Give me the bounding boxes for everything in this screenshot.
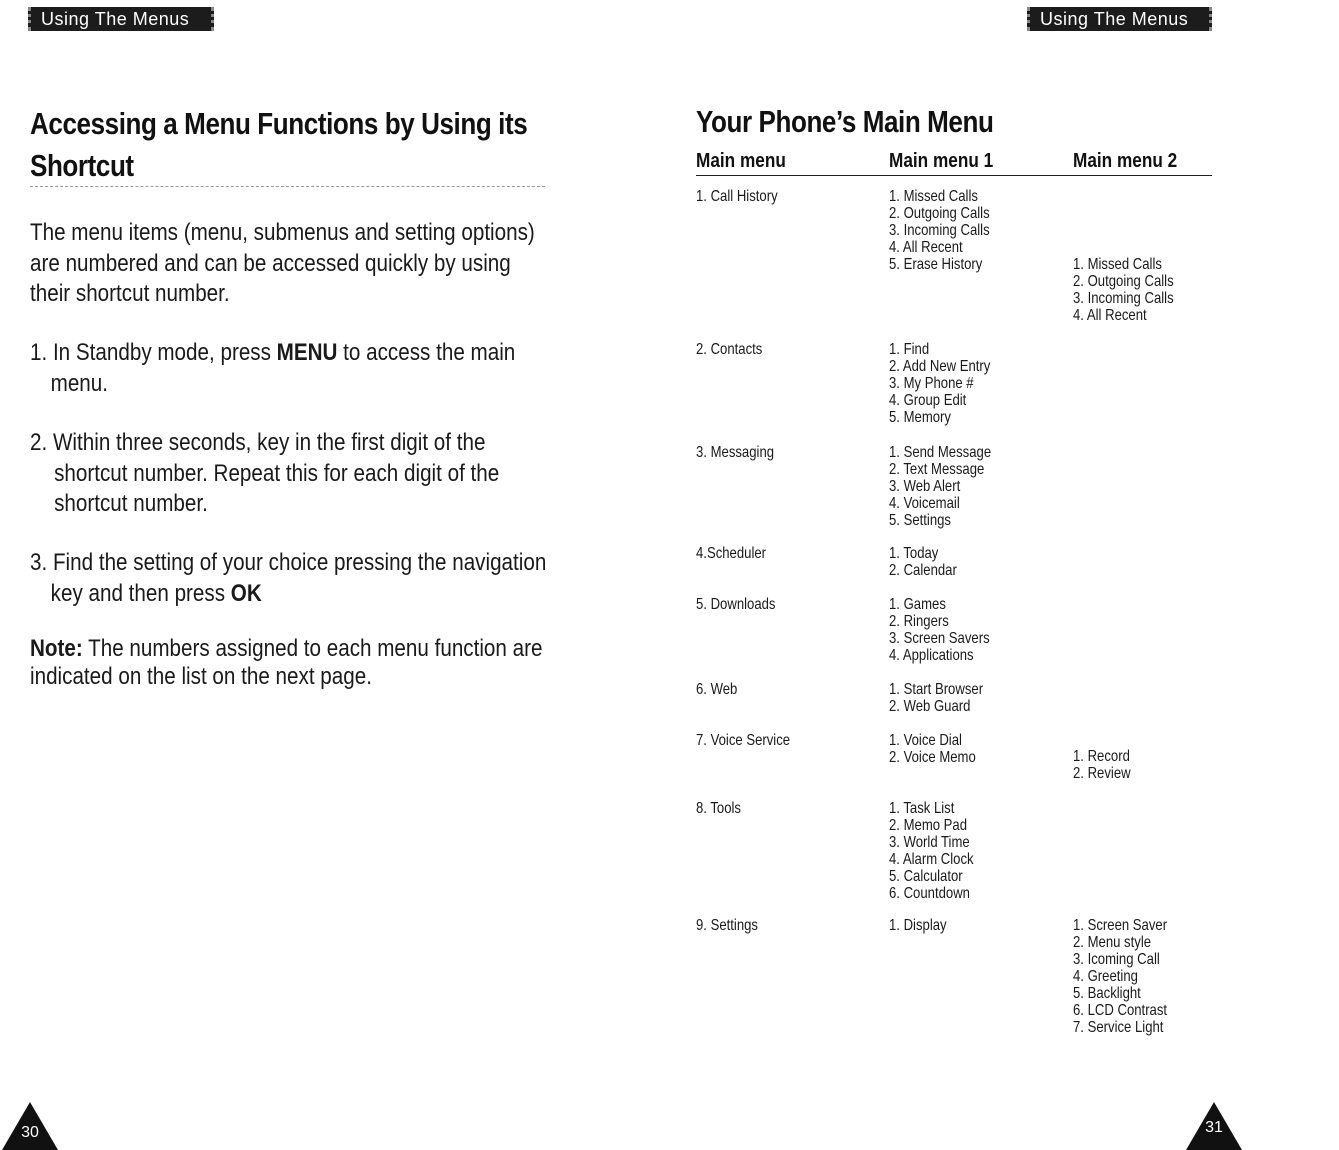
note-label: Note:	[30, 635, 83, 662]
submenu-item: 1. Voice Dial	[889, 732, 962, 749]
submenu-item: 1. Missed Calls	[889, 188, 978, 205]
submenu-2-item: 1. Record	[1073, 748, 1130, 765]
submenu-2-list	[1073, 917, 1167, 1036]
submenu-item: 2. Add New Entry	[889, 358, 991, 375]
submenu-item: 4. Applications	[889, 647, 974, 664]
submenu-item: 3. My Phone #	[889, 375, 974, 392]
submenu-item: 1. Games	[889, 596, 946, 613]
submenu-list	[889, 545, 957, 579]
submenu-item: 2. Outgoing Calls	[889, 205, 990, 222]
submenu-item: 4. All Recent	[889, 239, 963, 256]
main-menu-item: 6. Web	[696, 681, 738, 698]
column-header-main-menu-2: Main menu 2	[1073, 150, 1178, 172]
submenu-item: 2. Memo Pad	[889, 817, 968, 834]
submenu-item: 2. Ringers	[889, 613, 949, 630]
step-1	[30, 338, 515, 399]
submenu-item: 1. Today	[889, 545, 939, 562]
column-header-main-menu: Main menu	[696, 150, 786, 172]
submenu-2-item: 2. Menu style	[1073, 934, 1152, 951]
submenu-2-item: 4. Greeting	[1073, 968, 1138, 985]
submenu-item: 5. Calculator	[889, 868, 963, 885]
intro-line: their shortcut number.	[30, 280, 230, 307]
intro-line: are numbered and can be accessed quickly by using	[30, 249, 511, 277]
submenu-item: 1. Task List	[889, 800, 955, 817]
submenu-item: 3. Incoming Calls	[889, 222, 990, 239]
ok-key-label: OK	[230, 579, 262, 607]
submenu-list	[889, 444, 991, 529]
left-page-title	[30, 103, 527, 187]
page-number-triangle-icon	[1184, 1100, 1244, 1150]
submenu-item: 5. Erase History	[889, 256, 983, 273]
submenu-list	[889, 188, 990, 273]
submenu-list	[889, 341, 990, 426]
submenu-item: 3. Web Alert	[889, 478, 961, 495]
step-1-line-2: menu.	[50, 369, 109, 397]
main-menu-item: 8. Tools	[696, 800, 741, 817]
note-line-1	[30, 635, 542, 663]
submenu-item: 6. Countdown	[889, 885, 970, 902]
main-menu-item: 9. Settings	[696, 917, 758, 934]
submenu-2-list	[1073, 256, 1174, 324]
step-2	[30, 428, 499, 520]
intro-line: The menu items (menu, submenus and setting options)	[30, 219, 535, 246]
submenu-item: 1. Start Browser	[889, 681, 984, 698]
page-number-left: 30	[21, 1124, 39, 1141]
submenu-item: 2. Text Message	[889, 461, 985, 478]
column-header-main-menu-1: Main menu 1	[889, 150, 994, 172]
step-3-prefix: key and then press	[50, 579, 231, 607]
submenu-2-item: 1. Screen Saver	[1073, 917, 1168, 934]
intro-paragraph	[30, 218, 535, 310]
step-3-line-2	[30, 579, 546, 610]
submenu-item: 2. Web Guard	[889, 698, 971, 715]
main-menu-item: 7. Voice Service	[696, 732, 791, 749]
step-2-line: 2. Within three seconds, key in the first digit of the	[30, 429, 486, 456]
right-page-title: Your Phone’s Main Menu	[696, 104, 994, 139]
table-header-rule	[696, 175, 1212, 176]
submenu-2-item: 6. LCD Contrast	[1073, 1002, 1168, 1019]
submenu-item: 1. Send Message	[889, 444, 992, 461]
step-2-line: shortcut number. Repeat this for each digit of the	[54, 459, 500, 487]
main-menu-item: 3. Messaging	[696, 444, 775, 461]
submenu-list	[889, 596, 990, 664]
submenu-2-item: 2. Review	[1073, 765, 1131, 782]
submenu-list	[889, 800, 974, 902]
left-title-line-2: Shortcut	[30, 148, 134, 183]
submenu-2-item: 5. Backlight	[1073, 985, 1141, 1002]
section-header-badge-left: Using The Menus	[28, 7, 214, 31]
submenu-2-item: 2. Outgoing Calls	[1073, 273, 1174, 290]
submenu-2-item: 7. Service Light	[1073, 1019, 1164, 1036]
step-1-prefix: 1. In Standby mode, press	[30, 339, 277, 366]
submenu-item: 5. Memory	[889, 409, 951, 426]
submenu-item: 3. World Time	[889, 834, 970, 851]
left-title-line-1: Accessing a Menu Functions by Using its	[30, 106, 528, 141]
submenu-2-item: 3. Icoming Call	[1073, 951, 1160, 968]
submenu-item: 1. Display	[889, 917, 947, 934]
note-paragraph	[30, 635, 542, 691]
submenu-2-item: 4. All Recent	[1073, 307, 1147, 324]
page-number-right: 31	[1205, 1119, 1223, 1136]
submenu-list	[889, 917, 947, 934]
page-number-triangle-icon	[0, 1100, 60, 1150]
submenu-list	[889, 732, 976, 766]
submenu-2-item: 3. Incoming Calls	[1073, 290, 1174, 307]
step-3-line-1: 3. Find the setting of your choice pressing the navigation	[30, 549, 547, 576]
submenu-item: 4. Voicemail	[889, 495, 960, 512]
submenu-item: 5. Settings	[889, 512, 951, 529]
submenu-item: 4. Alarm Clock	[889, 851, 974, 868]
submenu-item: 3. Screen Savers	[889, 630, 990, 647]
submenu-item: 4. Group Edit	[889, 392, 967, 409]
submenu-list	[889, 681, 983, 715]
submenu-2-item: 1. Missed Calls	[1073, 256, 1162, 273]
menu-key-label: MENU	[276, 339, 338, 366]
step-3	[30, 548, 546, 609]
submenu-item: 1. Find	[889, 341, 930, 358]
submenu-item: 2. Voice Memo	[889, 749, 976, 766]
main-menu-item: 2. Contacts	[696, 341, 763, 358]
main-menu-item: 4.Scheduler	[696, 545, 767, 562]
step-1-suffix: to access the main	[337, 339, 516, 366]
submenu-2-list	[1073, 748, 1131, 782]
step-2-line: shortcut number.	[54, 490, 208, 517]
main-menu-item: 5. Downloads	[696, 596, 776, 613]
note-text: The numbers assigned to each menu function are	[82, 635, 543, 662]
submenu-item: 2. Calendar	[889, 562, 957, 579]
note-line-2: indicated on the list on the next page.	[30, 663, 372, 690]
section-header-badge-right: Using The Menus	[1027, 7, 1212, 31]
step-1-line-1	[30, 338, 515, 369]
title-divider	[30, 186, 545, 187]
main-menu-item: 1. Call History	[696, 188, 778, 205]
